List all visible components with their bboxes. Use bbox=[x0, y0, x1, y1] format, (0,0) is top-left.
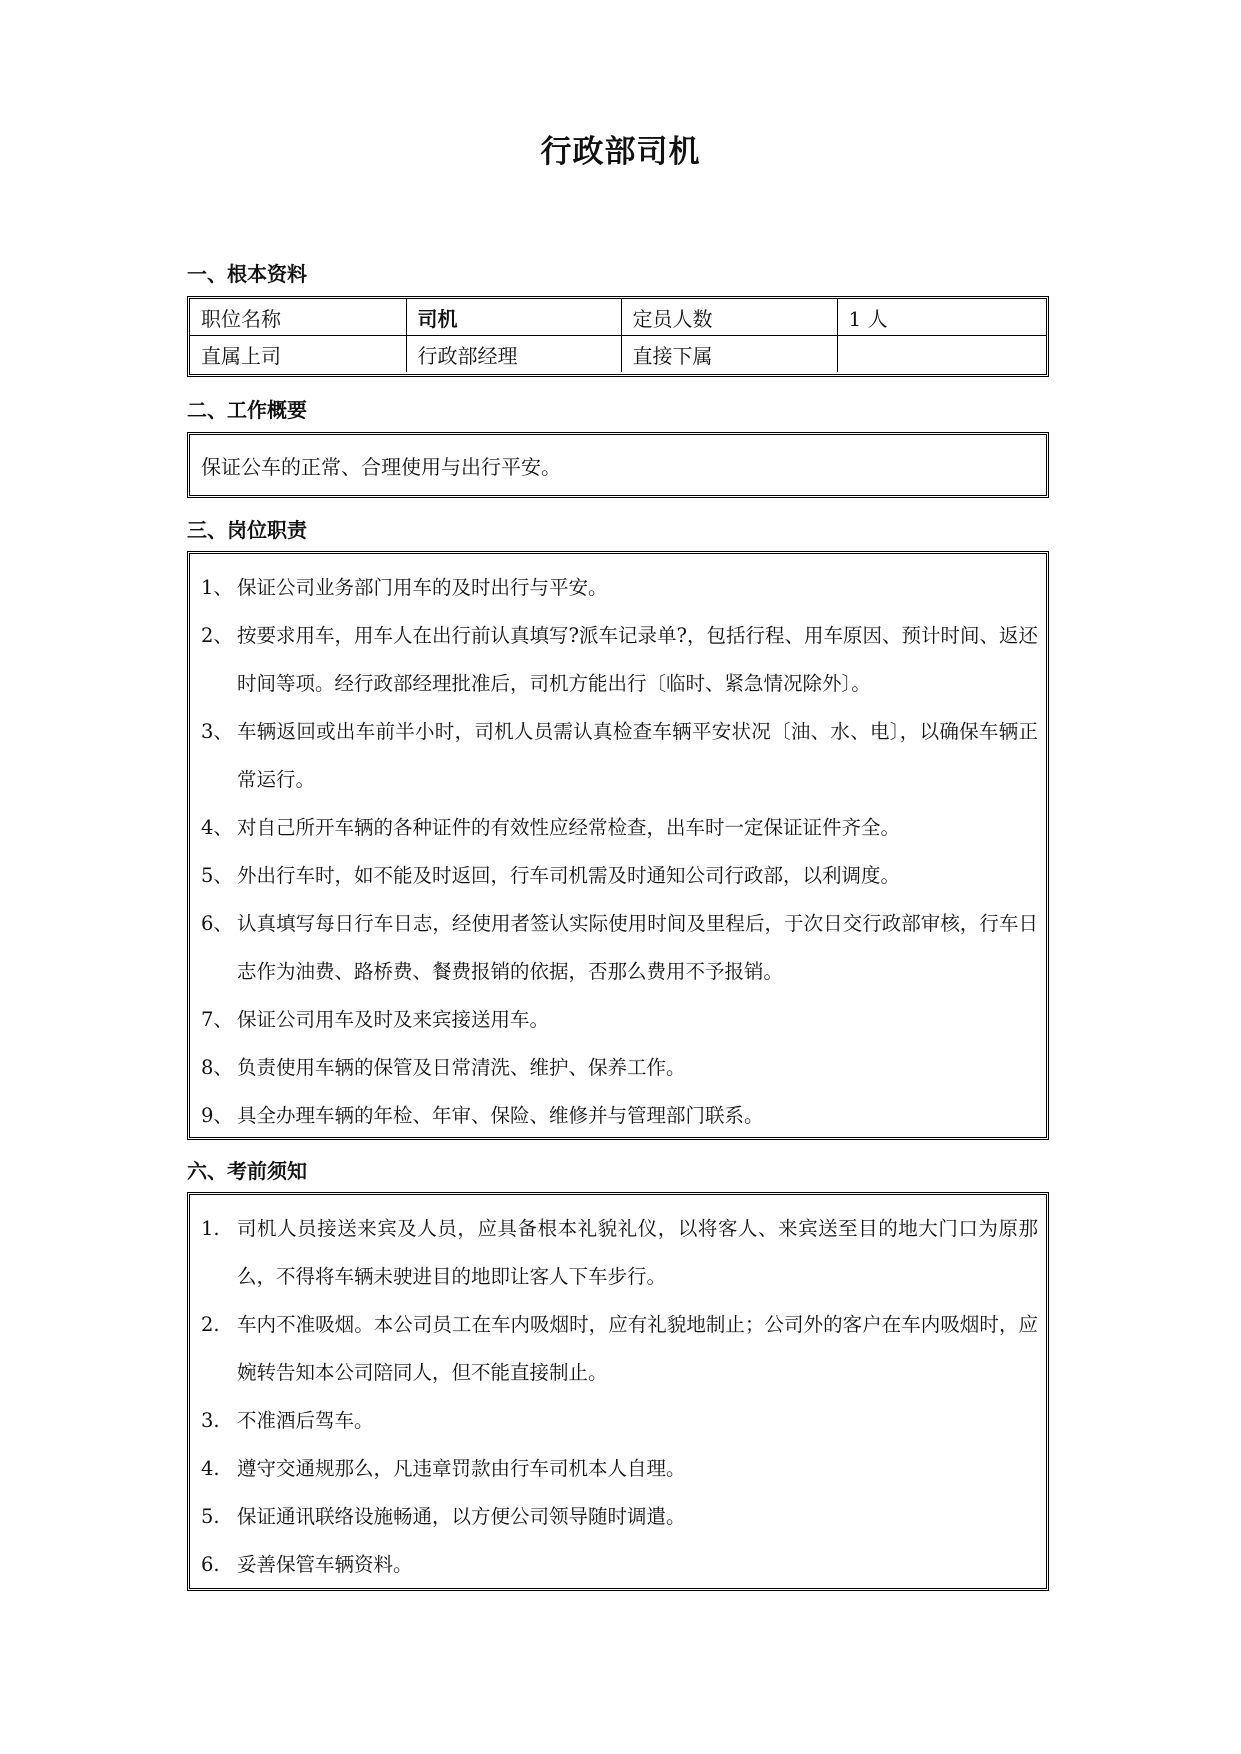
label-direct-subordinate: 直接下属 bbox=[621, 336, 837, 373]
list-item bbox=[201, 804, 1038, 852]
value-headcount: 1 人 bbox=[837, 299, 1046, 336]
list-item-number: 2、 bbox=[201, 624, 233, 647]
section-heading-duties: 三、岗位职责 bbox=[187, 518, 307, 542]
overview-text: 保证公车的正常、合理使用与出行平安。 bbox=[201, 454, 561, 479]
list-item bbox=[201, 996, 1038, 1044]
table-row bbox=[190, 299, 1046, 336]
label-position-name: 职位名称 bbox=[190, 299, 406, 336]
list-item bbox=[201, 612, 1038, 708]
table-row bbox=[190, 336, 1046, 373]
list-item-number: 5、 bbox=[201, 864, 233, 887]
list-item bbox=[201, 1493, 1038, 1541]
value-direct-subordinate bbox=[837, 336, 1046, 373]
section-heading-notices: 六、考前须知 bbox=[187, 1159, 307, 1183]
list-item-text: 负责使用车辆的保管及日常清洗、维护、保养工作。 bbox=[237, 1056, 686, 1079]
list-item-text: 对自己所开车辆的各种证件的有效性应经常检查，出车时一定保证证件齐全。 bbox=[237, 816, 901, 839]
list-item-text: 认真填写每日行车日志，经使用者签认实际使用时间及里程后，于次日交行政部审核，行车日志作为油费、路桥费、餐费报销的依据，否那么费用不予报销。 bbox=[237, 912, 1038, 983]
list-item bbox=[201, 852, 1038, 900]
list-item bbox=[201, 1541, 1038, 1589]
list-item-text: 具全办理车辆的年检、年审、保险、维修并与管理部门联系。 bbox=[237, 1104, 764, 1127]
page-title: 行政部司机 bbox=[540, 134, 701, 170]
list-item bbox=[201, 900, 1038, 996]
value-direct-supervisor: 行政部经理 bbox=[406, 336, 621, 373]
section-heading-overview: 二、工作概要 bbox=[187, 398, 307, 422]
list-item-number: 3、 bbox=[201, 720, 233, 743]
list-item-number: 6. bbox=[201, 1553, 220, 1576]
list-item-text: 保证通讯联络设施畅通，以方便公司领导随时调遣。 bbox=[237, 1505, 686, 1528]
list-item-number: 6、 bbox=[201, 912, 233, 935]
list-item-text: 车内不准吸烟。本公司员工在车内吸烟时，应有礼貌地制止；公司外的客户在车内吸烟时，应婉转告知本公司陪同人，但不能直接制止。 bbox=[237, 1313, 1038, 1384]
list-item bbox=[201, 564, 1038, 612]
list-item-text: 保证公司用车及时及来宾接送用车。 bbox=[237, 1008, 550, 1031]
section-heading-basic-info: 一、根本资料 bbox=[187, 262, 307, 286]
label-direct-supervisor: 直属上司 bbox=[190, 336, 406, 373]
list-item bbox=[201, 1205, 1038, 1301]
label-headcount: 定员人数 bbox=[621, 299, 837, 336]
list-item bbox=[201, 708, 1038, 804]
list-item bbox=[201, 1397, 1038, 1445]
notices-box bbox=[187, 1192, 1049, 1591]
list-item-text: 按要求用车，用车人在出行前认真填写?派车记录单?，包括行程、用车原因、预计时间、返还时间等项。经行政部经理批准后，司机方能出行〔临时、紧急情况除外〕。 bbox=[237, 624, 1038, 695]
list-item bbox=[201, 1092, 1038, 1140]
value-position-name: 司机 bbox=[406, 299, 621, 336]
list-item bbox=[201, 1445, 1038, 1493]
duties-box bbox=[187, 551, 1049, 1140]
list-item bbox=[201, 1301, 1038, 1397]
overview-box bbox=[187, 432, 1049, 498]
list-item-number: 8、 bbox=[201, 1056, 233, 1079]
list-item-text: 遵守交通规那么，凡违章罚款由行车司机本人自理。 bbox=[237, 1457, 686, 1480]
list-item-number: 1、 bbox=[201, 576, 233, 599]
list-item-number: 7、 bbox=[201, 1008, 233, 1031]
list-item-text: 不准酒后驾车。 bbox=[237, 1409, 374, 1432]
notices-list bbox=[190, 1195, 1046, 1595]
list-item-text: 司机人员接送来宾及人员，应具备根本礼貌礼仪，以将客人、来宾送至目的地大门口为原那么，不得将车辆未驶进目的地即让客人下车步行。 bbox=[237, 1217, 1038, 1288]
list-item-text: 外出行车时，如不能及时返回，行车司机需及时通知公司行政部，以利调度。 bbox=[237, 864, 901, 887]
list-item-number: 9、 bbox=[201, 1104, 233, 1127]
list-item-number: 3. bbox=[201, 1409, 220, 1432]
list-item-number: 4. bbox=[201, 1457, 220, 1480]
list-item-text: 妥善保管车辆资料。 bbox=[237, 1553, 413, 1576]
list-item bbox=[201, 1044, 1038, 1092]
list-item-text: 车辆返回或出车前半小时，司机人员需认真检查车辆平安状况〔油、水、电〕，以确保车辆正常运行。 bbox=[237, 720, 1038, 791]
basic-info-table bbox=[187, 296, 1049, 377]
list-item-text: 保证公司业务部门用车的及时出行与平安。 bbox=[237, 576, 608, 599]
duties-list bbox=[190, 554, 1046, 1146]
list-item-number: 4、 bbox=[201, 816, 233, 839]
list-item-number: 2. bbox=[201, 1313, 220, 1336]
list-item-number: 5. bbox=[201, 1505, 220, 1528]
list-item-number: 1. bbox=[201, 1217, 220, 1240]
